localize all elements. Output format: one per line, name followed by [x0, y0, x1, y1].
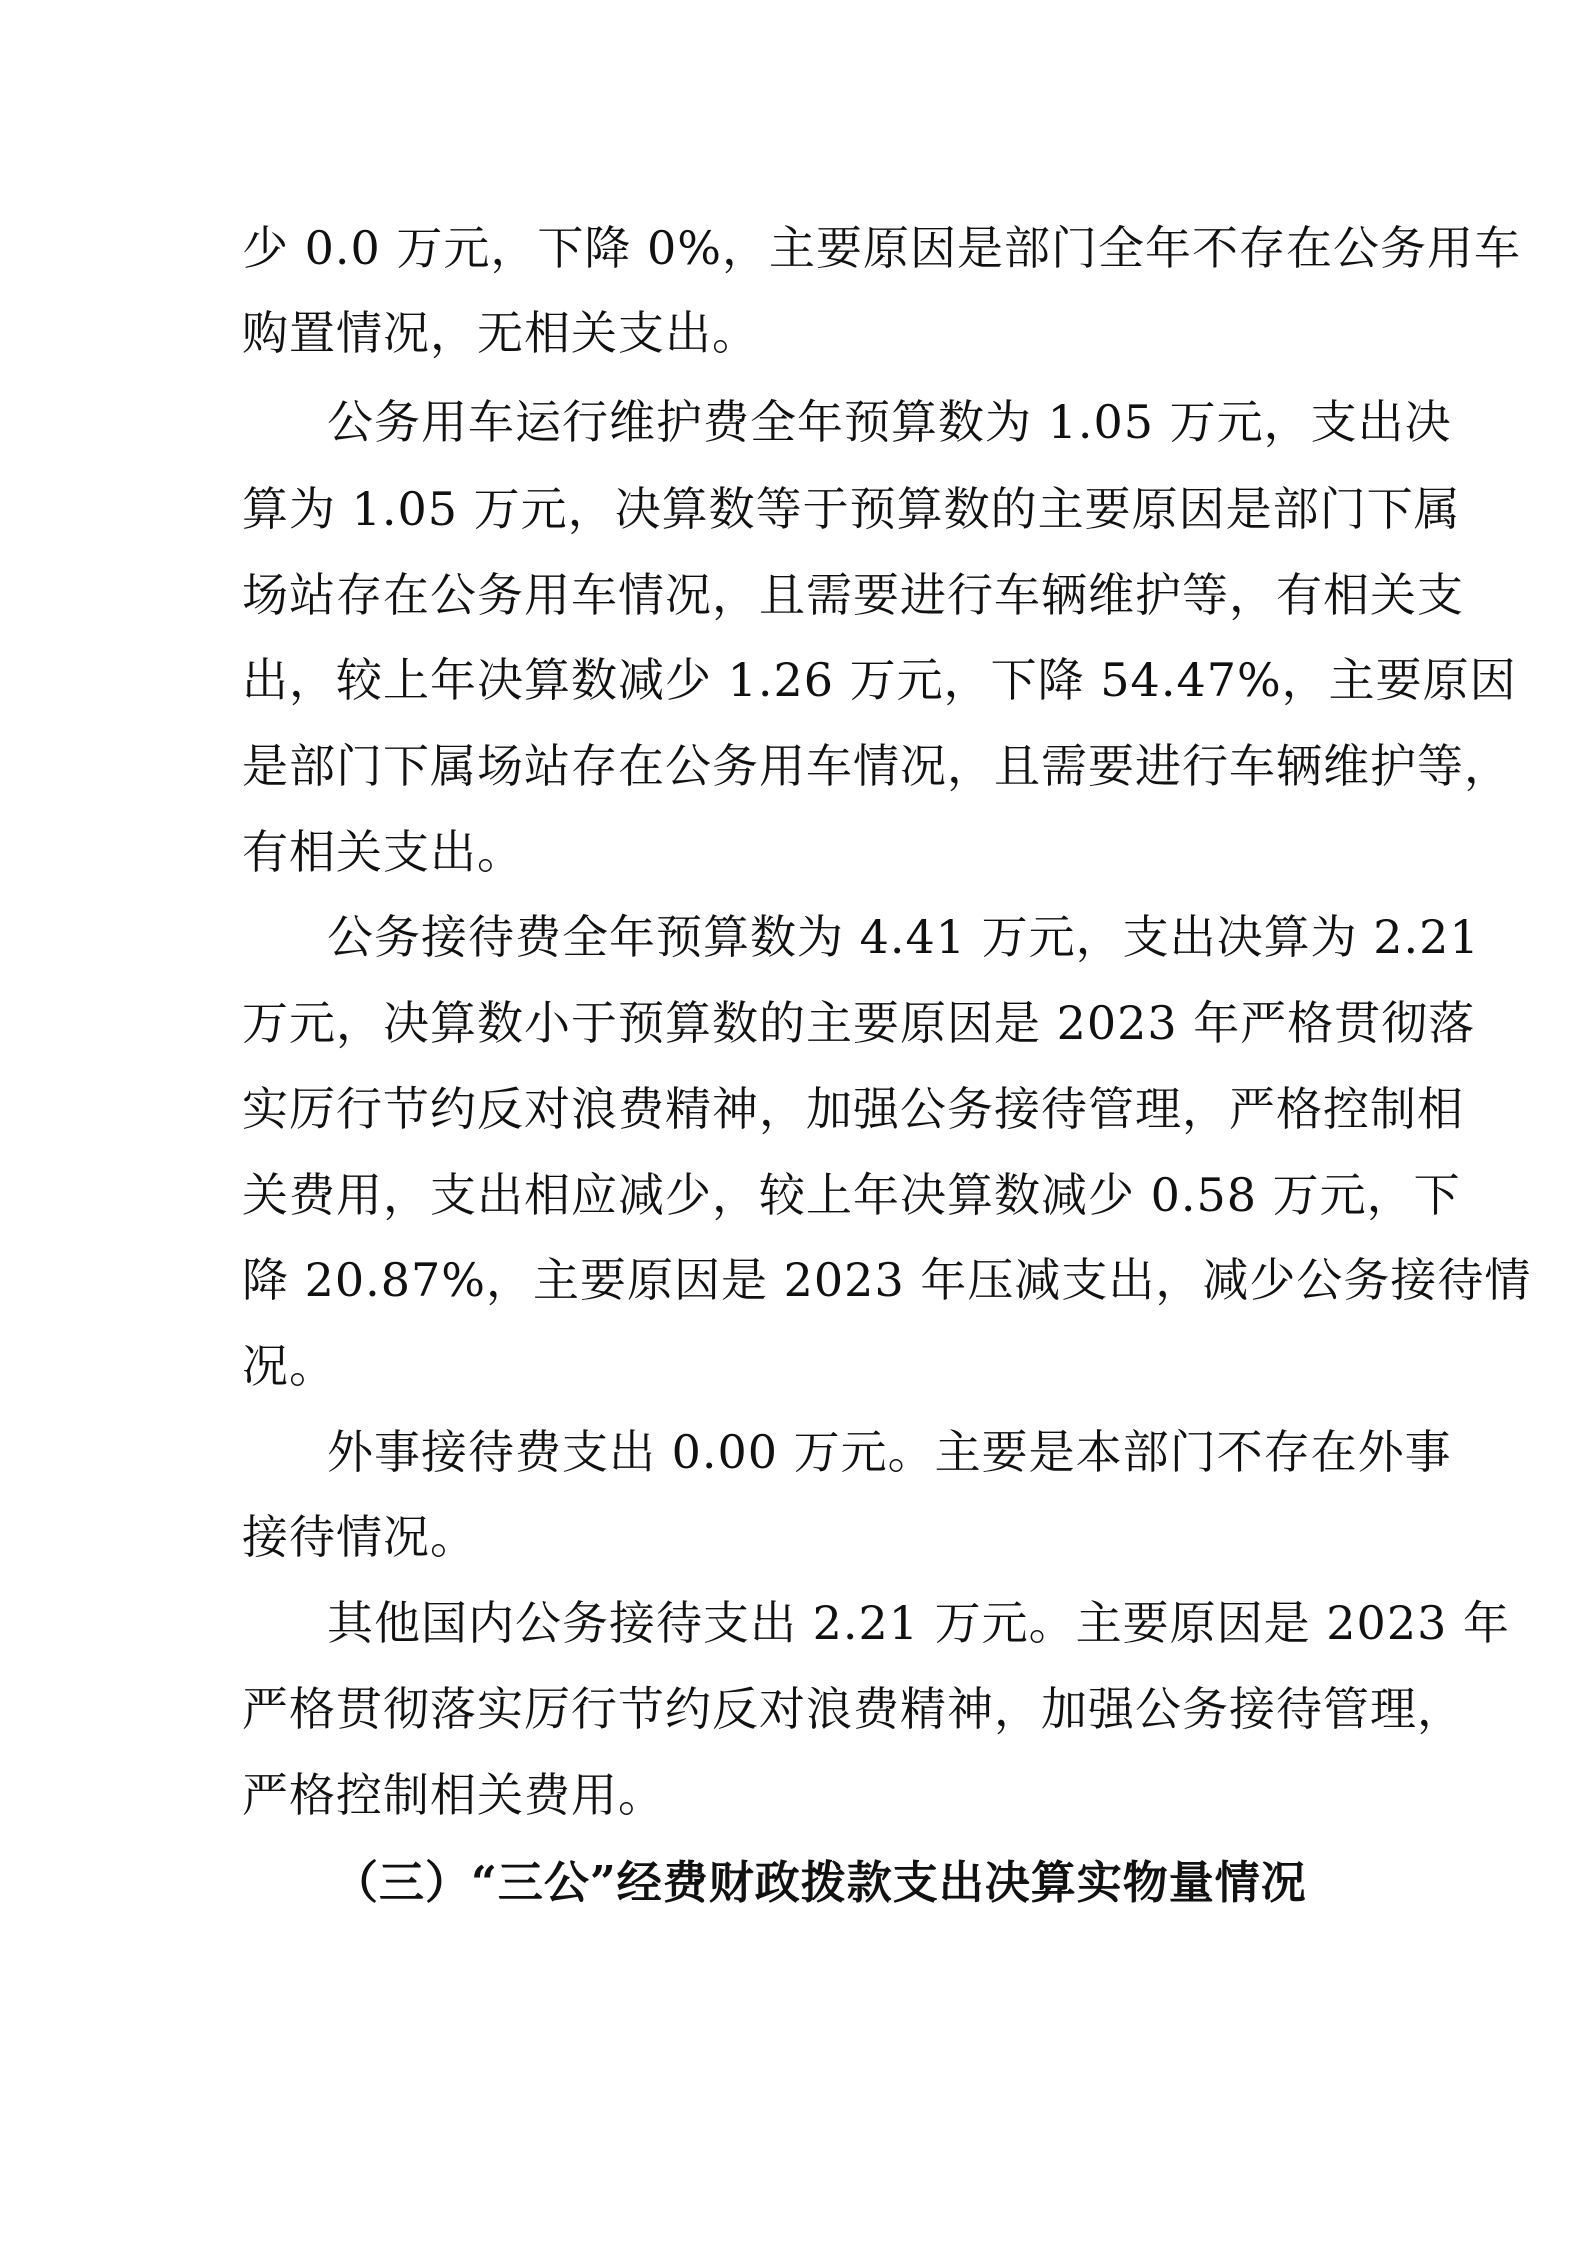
paragraph-start: 其他国内公务接待支出 2.21 万元。主要原因是 2023 年	[327, 1596, 1510, 1650]
section-heading: （三）“三公”经费财政拨款支出决算实物量情况	[333, 1856, 1307, 1909]
text-line: 购置情况，无相关支出。	[242, 306, 759, 360]
text-line: 实厉行节约反对浪费精神，加强公务接待管理，严格控制相	[242, 1082, 1464, 1136]
text-line: 况。	[242, 1339, 336, 1393]
paragraph-start: 外事接待费支出 0.00 万元。主要是本部门不存在外事	[327, 1425, 1452, 1479]
text-line: 严格控制相关费用。	[242, 1768, 665, 1822]
text-line: 算为 1.05 万元，决算数等于预算数的主要原因是部门下属	[242, 482, 1461, 536]
text-line: 降 20.87%，主要原因是 2023 年压减支出，减少公务接待情	[242, 1253, 1532, 1307]
paragraph-start: 公务接待费全年预算数为 4.41 万元，支出决算为 2.21	[327, 910, 1480, 964]
text-line: 接待情况。	[242, 1510, 477, 1564]
text-line: 有相关支出。	[242, 825, 524, 879]
text-line: 出，较上年决算数减少 1.26 万元，下降 54.47%，主要原因	[242, 653, 1517, 707]
text-line: 场站存在公务用车情况，且需要进行车辆维护等，有相关支	[242, 568, 1464, 622]
text-line: 严格贯彻落实厉行节约反对浪费精神，加强公务接待管理，	[242, 1682, 1464, 1736]
text-line: 关费用，支出相应减少，较上年决算数减少 0.58 万元，下	[242, 1168, 1461, 1222]
text-line: 少 0.0 万元，下降 0%，主要原因是部门全年不存在公务用车	[242, 221, 1521, 275]
text-line: 是部门下属场站存在公务用车情况，且需要进行车辆维护等，	[242, 739, 1511, 793]
text-line: 万元，决算数小于预算数的主要原因是 2023 年严格贯彻落	[242, 996, 1476, 1050]
paragraph-start: 公务用车运行维护费全年预算数为 1.05 万元，支出决	[327, 395, 1452, 449]
